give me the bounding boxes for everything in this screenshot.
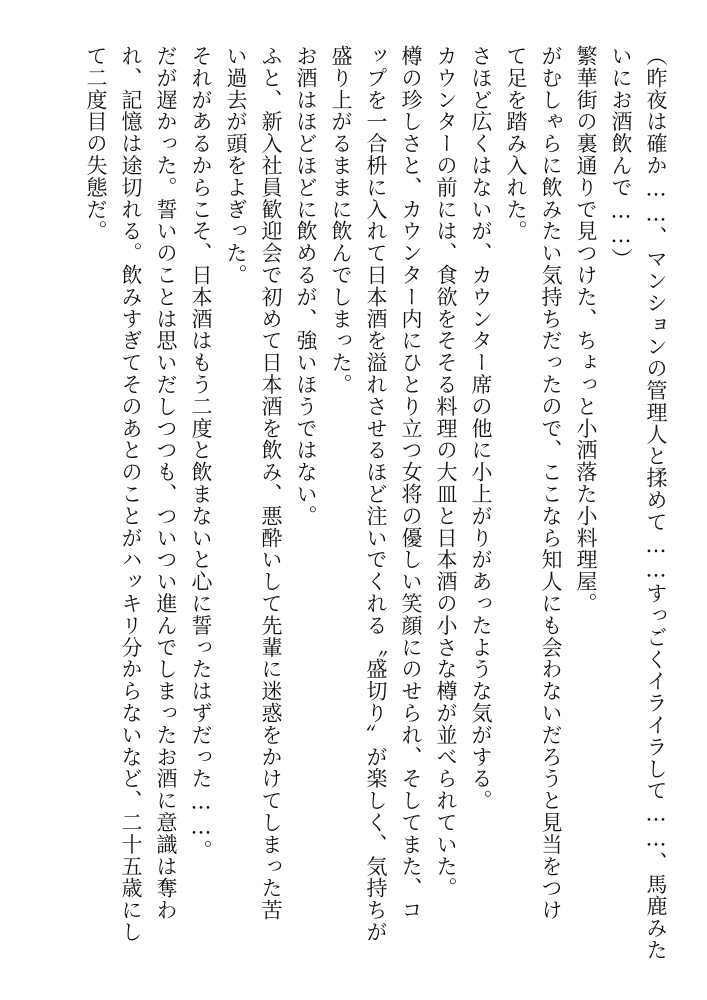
text-line-1: （昨夜は確か……、マンションの管理人と揉めて……すっごくイライラして……、馬鹿みた bbox=[644, 45, 668, 961]
text-line-15: だが遅かった。誓いのことは思いだしつつも、ついつい進んでしまったお酒に意識は奪わ bbox=[154, 45, 178, 921]
text-line-5: て足を踏み入れた。 bbox=[504, 45, 528, 243]
text-line-8: 樽の珍しさと、カウンター内にひとり立つ女将の優しい笑顔にのせられ、そしてまた、コ bbox=[399, 45, 423, 921]
text-line-2: いにお酒飲んで……） bbox=[609, 45, 633, 270]
text-line-13: い過去が頭をよぎった。 bbox=[224, 45, 248, 286]
text-line-10: 盛り上がるままに飲んでしまった。 bbox=[329, 45, 353, 396]
text-line-16: れ、記憶は途切れる。飲みすぎてそのあとのことがハッキリ分からないなど、二十五歳にし bbox=[119, 45, 143, 943]
text-line-4: がむしゃらに飲みたい気持ちだったので、ここなら知人にも会わないだろうと見当をつけ bbox=[539, 45, 563, 921]
text-line-9: ップを一合枡に入れて日本酒を溢れさせるほど注いでくれる〝盛切り〟が楽しく、気持ちが bbox=[364, 45, 388, 943]
text-line-17: て二度目の失態だ。 bbox=[84, 45, 108, 243]
text-line-6: さほど広くはないが、カウンター席の他に小上がりがあったような気がする。 bbox=[469, 45, 493, 812]
text-line-12: ふと、新入社員歓迎会で初めて日本酒を飲み、悪酔いして先輩に迷惑をかけてしまった苦 bbox=[259, 45, 283, 921]
text-line-3: 繁華街の裏通りで見つけた、ちょっと小洒落た小料理屋。 bbox=[574, 45, 598, 615]
text-line-7: カウンターの前には、食欲をそそる料理の大皿と日本酒の小さな樽が並べられていた。 bbox=[434, 45, 458, 900]
text-line-14: それがあるからこそ、日本酒はもう二度と飲まないと心に誓ったはずだった……。 bbox=[189, 45, 213, 862]
text-line-11: お酒はほどほどに飲めるが、強いほうではない。 bbox=[294, 45, 318, 527]
